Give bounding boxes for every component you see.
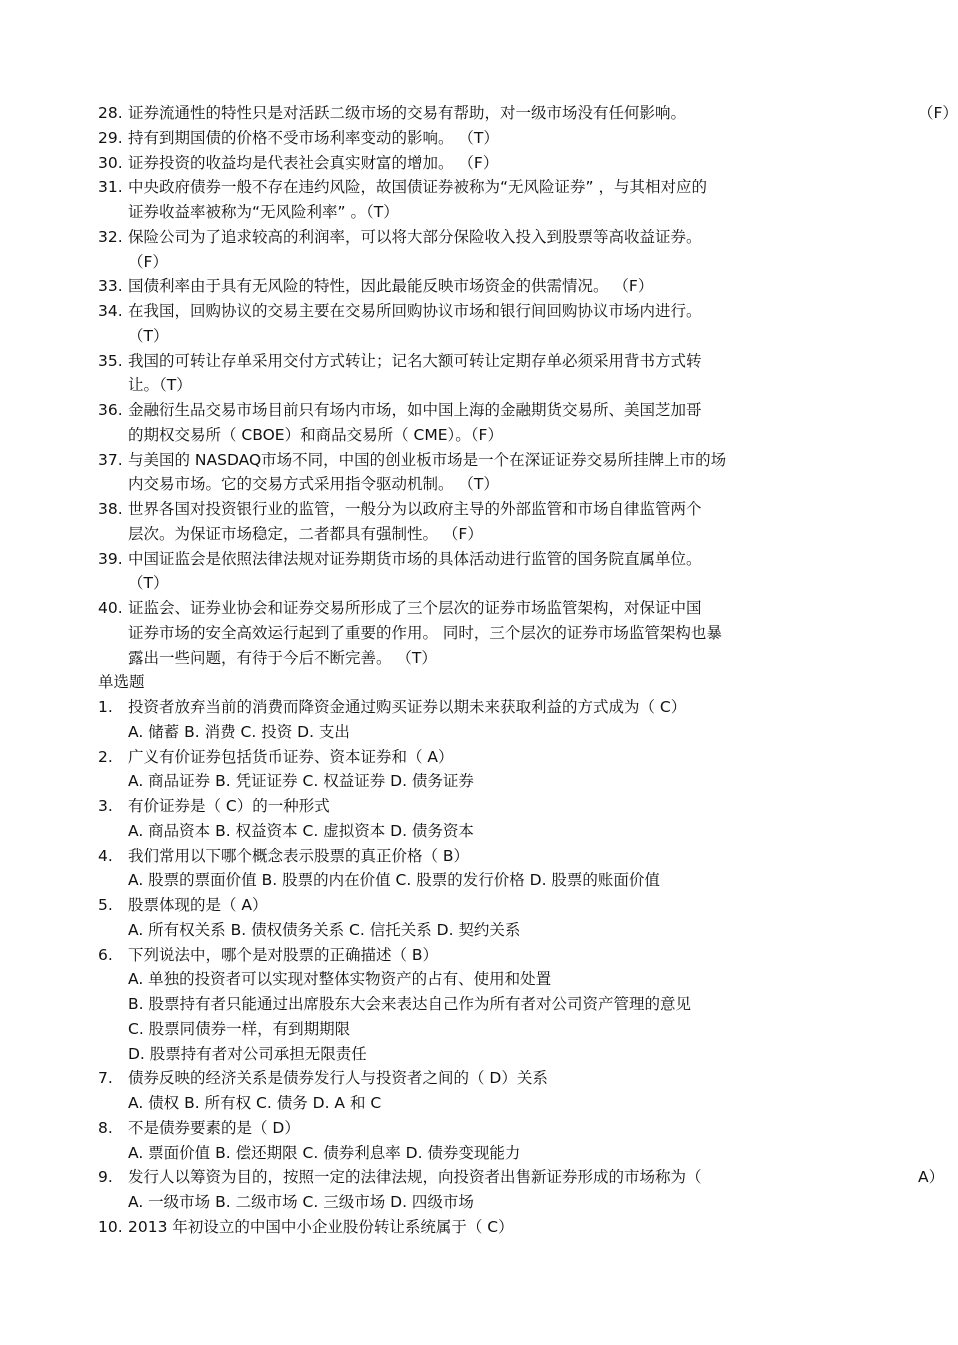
question-number: 31. (98, 178, 123, 197)
line-text: 的期权交易所（ CBOE）和商品交易所（ CME）。（F） (128, 425, 503, 444)
line-text: 我们常用以下哪个概念表示股票的真正价格（ B） (128, 846, 470, 865)
question-number: 28. (98, 104, 123, 122)
continuation-line (98, 646, 898, 671)
line-text: 我国的可转让存单采用交付方式转让；记名大额可转让定期存单必须采用背书方式转 (128, 351, 702, 370)
line-text: 证券市场的安全高效运行起到了重要的作用。 同时，三个层次的证券市场监管架构也暴 (128, 623, 722, 642)
continuation-line (98, 868, 898, 893)
question-line (98, 299, 898, 324)
line-text: 露出一些问题，有待于今后不断完善。 （T） (128, 648, 437, 667)
question-line (98, 695, 898, 720)
question-number: 10. (98, 1217, 123, 1236)
line-text: 世界各国对投资银行业的监管，一般分为以政府主导的外部监管和市场自律监管两个 (128, 500, 702, 518)
question-line (98, 349, 898, 374)
line-text: 与美国的 NASDAQ市场不同，中国的创业板市场是一个在深证证券交易所挂牌上市的场 (128, 450, 727, 469)
question-number: 5. (98, 896, 113, 914)
line-text: 中央政府债券一般不存在违约风险，故国债证券被称为“无风险证券” ，与其相对应的 (128, 178, 707, 197)
line-text: 不是债券要素的是（ D） (128, 1118, 300, 1137)
question-number: 29. (98, 128, 123, 147)
continuation-line (98, 720, 898, 745)
continuation-line (98, 250, 898, 275)
question-line (98, 274, 898, 299)
question-line (98, 448, 898, 473)
continuation-line (98, 324, 898, 349)
line-text: 持有到期国债的价格不受市场利率变动的影响。 （T） (128, 128, 499, 147)
question-line (98, 101, 958, 126)
continuation-line (98, 819, 898, 844)
continuation-line (98, 1017, 898, 1042)
question-line (98, 398, 898, 423)
question-line (98, 547, 898, 572)
answer-mark: （F） (918, 104, 958, 122)
question-line (98, 745, 898, 770)
question-number: 36. (98, 401, 123, 419)
continuation-line (98, 571, 898, 596)
line-text: 层次。为保证市场稳定，二者都具有强制性。 （F） (128, 524, 483, 543)
line-text: A. 票面价值 B. 偿还期限 C. 债券利息率 D. 债券变现能力 (128, 1143, 521, 1162)
line-text: （T） (128, 326, 169, 345)
question-number: 39. (98, 549, 123, 568)
question-number: 30. (98, 153, 123, 172)
line-text: 证券流通性的特性只是对活跃二级市场的交易有帮助，对一级市场没有任何影响。 (128, 104, 687, 122)
line-text: A. 商品证券 B. 凭证证券 C. 权益证券 D. 债务证券 (128, 772, 474, 791)
question-number: 4. (98, 846, 113, 865)
document-content (98, 101, 958, 1240)
continuation-line (98, 769, 898, 794)
question-number: 3. (98, 797, 113, 815)
line-text: 股票体现的是（ A） (128, 896, 268, 914)
question-number: 8. (98, 1118, 113, 1137)
line-text: A. 商品资本 B. 权益资本 C. 虚拟资本 D. 债务资本 (128, 821, 474, 840)
question-line (98, 225, 898, 250)
line-text: A. 股票的票面价值 B. 股票的内在价值 C. 股票的发行价格 D. 股票的账面价值 (128, 871, 660, 890)
line-text: B. 股票持有者只能通过出席股东大会来表达自己作为所有者对公司资产管理的意见 (128, 995, 691, 1013)
question-number: 2. (98, 747, 113, 766)
question-number: 35. (98, 351, 123, 370)
question-number: 37. (98, 450, 123, 469)
line-text: A. 储蓄 B. 消费 C. 投资 D. 支出 (128, 722, 350, 741)
question-line (98, 497, 898, 522)
line-text: 内交易市场。它的交易方式采用指令驱动机制。 （T） (128, 475, 499, 494)
line-text: A. 所有权关系 B. 债权债务关系 C. 信托关系 D. 契约关系 (128, 920, 521, 939)
question-line (98, 943, 898, 968)
line-text: （T） (128, 574, 169, 593)
continuation-line (98, 1141, 898, 1166)
line-text: C. 股票同债券一样，有到期期限 (128, 1019, 351, 1038)
question-number: 7. (98, 1069, 113, 1088)
question-line (98, 1215, 898, 1240)
line-text: 债券反映的经济关系是债券发行人与投资者之间的（ D）关系 (128, 1069, 548, 1088)
question-line (98, 126, 898, 151)
line-text: 单选题 (98, 673, 145, 692)
question-line (98, 794, 898, 819)
question-number: 40. (98, 599, 123, 617)
line-text: 发行人以筹资为目的，按照一定的法律法规，向投资者出售新证券形成的市场称为（ (128, 1168, 702, 1187)
question-line (98, 596, 898, 621)
continuation-line (98, 1042, 898, 1067)
line-text: 2013 年初设立的中国中小企业股份转让系统属于（ C） (128, 1217, 514, 1236)
continuation-line (98, 472, 898, 497)
question-line (98, 1165, 945, 1190)
continuation-line (98, 200, 898, 225)
question-line (98, 1116, 898, 1141)
line-text: 在我国，回购协议的交易主要在交易所回购协议市场和银行间回购协议市场内进行。 (128, 302, 702, 320)
continuation-line (98, 373, 898, 398)
line-text: 证监会、证券业协会和证券交易所形成了三个层次的证券市场监管架构，对保证中国 (128, 599, 702, 617)
question-number: 32. (98, 227, 123, 246)
line-text: D. 股票持有者对公司承担无限责任 (128, 1044, 367, 1063)
line-text: 保险公司为了追求较高的利润率，可以将大部分保险收入投入到股票等高收益证券。 (128, 227, 702, 246)
question-number: 6. (98, 945, 113, 964)
line-text: 国债利率由于具有无风险的特性，因此最能反映市场资金的供需情况。 （F） (128, 277, 654, 296)
continuation-line (98, 423, 898, 448)
line-text: 有价证券是（ C）的一种形式 (128, 797, 330, 815)
question-line (98, 893, 898, 918)
continuation-line (98, 992, 898, 1017)
question-number: 33. (98, 277, 123, 296)
continuation-line (98, 621, 898, 646)
question-number: 9. (98, 1168, 113, 1187)
line-text: 下列说法中，哪个是对股票的正确描述（ B） (128, 945, 439, 964)
line-text: A. 单独的投资者可以实现对整体实物资产的占有、使用和处置 (128, 970, 552, 989)
continuation-line (98, 522, 898, 547)
line-text: 让。（T） (128, 376, 192, 395)
question-line (98, 151, 898, 176)
line-text: A. 一级市场 B. 二级市场 C. 三级市场 D. 四级市场 (128, 1193, 474, 1211)
line-text: 广义有价证券包括货币证券、资本证券和（ A） (128, 747, 454, 766)
continuation-line (98, 918, 898, 943)
continuation-line (98, 1091, 898, 1116)
question-number: 38. (98, 500, 123, 518)
question-number: 34. (98, 302, 123, 320)
line-text: 投资者放弃当前的消费而降资金通过购买证券以期未来获取利益的方式成为（ C） (128, 698, 687, 716)
line-text: 金融衍生品交易市场目前只有场内市场，如中国上海的金融期货交易所、美国芝加哥 (128, 401, 702, 419)
question-line (98, 844, 898, 869)
question-line (98, 1066, 898, 1091)
line-text: 证券收益率被称为“无风险利率” 。（T） (128, 203, 399, 221)
continuation-line (98, 967, 898, 992)
line-text: 证券投资的收益均是代表社会真实财富的增加。 （F） (128, 153, 499, 172)
line-text: 中国证监会是依照法律法规对证券期货市场的具体活动进行监管的国务院直属单位。 (128, 549, 702, 568)
line-text: A. 债权 B. 所有权 C. 债务 D. A 和 C (128, 1094, 382, 1112)
section-heading (98, 670, 898, 695)
line-text: （F） (128, 252, 168, 271)
continuation-line (98, 1190, 898, 1215)
question-line (98, 175, 898, 200)
question-number: 1. (98, 698, 113, 716)
answer-mark: A） (918, 1168, 945, 1187)
